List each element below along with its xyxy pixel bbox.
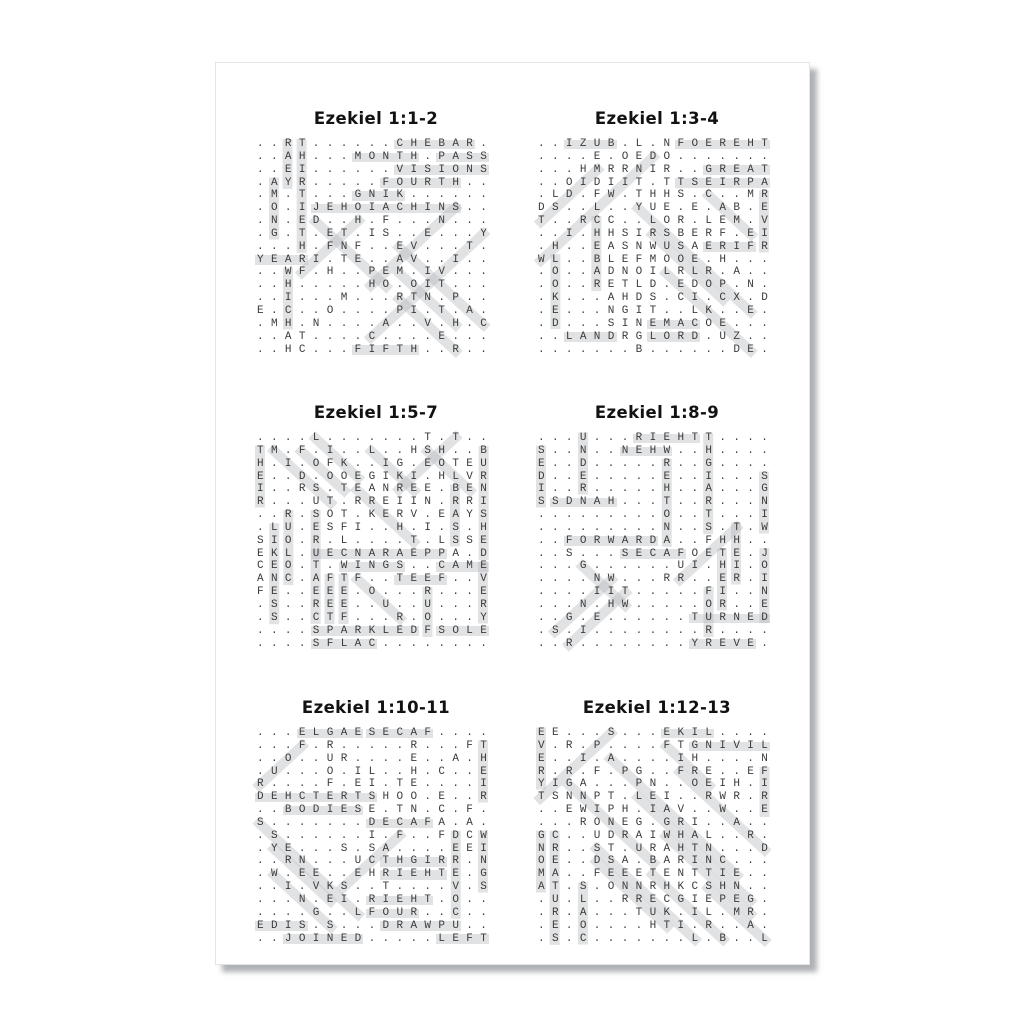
grid-row: .AYR.....FOURTH.. <box>257 176 495 189</box>
document-page <box>215 62 810 965</box>
grid-row: OE..DSA.BARINC... <box>538 855 776 868</box>
grid-row: ....SFLAC........ <box>257 637 495 650</box>
grid-row: MA..FEEETENTTIE.. <box>538 868 776 881</box>
grid-row: .E.O....HTI.R..A. <box>538 919 776 932</box>
grid-row: YIGA...PN..OEIH.I <box>538 778 776 791</box>
grid-row: SSDNAH...T..R...N <box>538 496 776 509</box>
grid-row: EDIS.S...DRAWPU.. <box>257 919 495 932</box>
word-search-grid <box>538 432 776 650</box>
grid-row: ..R.SOT.KERV.EAYS <box>257 509 495 522</box>
grid-row: .......B......DE. <box>538 343 776 356</box>
grid-row: V.R.P....FTGNIVIL <box>538 739 776 752</box>
puzzle-title: Ezekiel 1:1-2 <box>313 109 439 128</box>
grid-row: ..EI......VISIONS <box>257 163 495 176</box>
grid-row: ..G.E......TURNED <box>538 611 776 624</box>
grid-row: .O..ADNOILRLR.A.. <box>538 266 776 279</box>
grid-row: ..HC...FIFTH..R.. <box>257 343 495 356</box>
grid-row: ..R........YREVE. <box>538 637 776 650</box>
grid-row: ..JOINED.....LEFT <box>257 932 495 945</box>
grid-row: .O..RETLD.EDOP.N. <box>538 279 776 292</box>
grid-row: R.R.F.PG..FRE..EF <box>538 765 776 778</box>
puzzle-ezekiel-1-8-9 <box>538 403 776 650</box>
grid-row: ..FORWARDA..FHH.. <box>538 534 776 547</box>
grid-row: .M.T...GNIK...... <box>257 189 495 202</box>
grid-row: ...U...RIEHTT.... <box>538 432 776 444</box>
grid-row: .E...NGIT..LK..E. <box>538 304 776 317</box>
grid-row: EKL.UECNARAEPPA.D <box>257 547 495 560</box>
grid-row: GC..UDRAIWHAL..R. <box>538 829 776 842</box>
grid-row: ..OIDIIT.TTSEIRPA <box>538 176 776 189</box>
grid-row: ..AT....C....E... <box>257 330 495 343</box>
word-search-grid <box>257 138 495 356</box>
puzzle-ezekiel-1-3-4 <box>538 109 776 356</box>
word-search-grid <box>257 727 495 945</box>
grid-row: .U...O.IL..H.C..E <box>257 765 495 778</box>
grid-row: CEO.T.WINGS..CAME <box>257 560 495 573</box>
grid-row: WL..BLEFMOOE.H... <box>538 253 776 266</box>
grid-row: .W.EE..EHRIEHTE.G <box>257 868 495 881</box>
puzzle-ezekiel-1-5-7 <box>257 403 495 650</box>
grid-row: ...HMRRNIR..GREAT <box>538 163 776 176</box>
word-search-grid <box>538 138 776 356</box>
grid-row: AT.S.ONNRHKCSHN.. <box>538 881 776 894</box>
grid-row: ...F.R.....R...FT <box>257 739 495 752</box>
grid-row: ....NW...RR..ER.I <box>538 573 776 586</box>
grid-row: ...H.FNF..EV...T. <box>257 240 495 253</box>
puzzle-title: Ezekiel 1:3-4 <box>594 109 720 128</box>
grid-row: .S......I.F..FDCW <box>257 829 495 842</box>
grid-row: ..EWIPH.IAV..W..E <box>538 804 776 817</box>
grid-row: SIO.R.L....T.LSSE <box>257 534 495 547</box>
grid-row: E..I.A....IH....N <box>538 752 776 765</box>
grid-row: NR..ST.URAHTN...D <box>538 842 776 855</box>
grid-row: I..R.....H..A...G <box>538 483 776 496</box>
grid-row: FE..EEE.O...R...E <box>257 586 495 599</box>
word-search-grid <box>257 432 495 650</box>
grid-row: ..LANDRGLORD.UZ.. <box>538 330 776 343</box>
grid-row: ....SPARKLEDFSOLE <box>257 624 495 637</box>
grid-row: R...UT.RREIIN.RRI <box>257 496 495 509</box>
grid-row: .O.IJEHOIACHINS.. <box>257 202 495 215</box>
grid-row: ...N.EI.RIEHT.O.. <box>257 893 495 906</box>
grid-row: .LU.ESFI..H.I.S.H <box>257 521 495 534</box>
grid-row: .YE...S.SA....EEI <box>257 842 495 855</box>
grid-row: S..N..NEHW..H.... <box>538 444 776 457</box>
grid-row: ANC.AFTF..TEEF..V <box>257 573 495 586</box>
grid-row: I..RS.TEANREE.BEN <box>257 483 495 496</box>
grid-row: ..S...SECAFOETE.J <box>538 547 776 560</box>
grid-row: TSNNPT.LEI..RWR.R <box>538 791 776 804</box>
grid-row: ...N.HW.....OR..E <box>538 598 776 611</box>
grid-row: E..D.....R..G.... <box>538 457 776 470</box>
grid-row: YEARI.TE..AV..I.. <box>257 253 495 266</box>
grid-row: .R.A...TUK.IL.MR. <box>538 906 776 919</box>
grid-row: ...ELGAESECAF.... <box>257 727 495 739</box>
puzzle-ezekiel-1-1-2 <box>257 109 495 356</box>
grid-row: ....L.......T.T.. <box>257 432 495 444</box>
grid-row: ..WF.H..PEM.IV... <box>257 266 495 279</box>
puzzle-ezekiel-1-10-11 <box>257 698 495 945</box>
word-search-grid <box>538 727 776 945</box>
grid-row: .S..REE..U..U...R <box>257 598 495 611</box>
puzzle-title: Ezekiel 1:8-9 <box>594 403 720 422</box>
grid-row: ..H.....HO.OIT... <box>257 279 495 292</box>
grid-row: ..O..UR....E..A.H <box>257 752 495 765</box>
grid-row: ..AH...MONTH.PASS <box>257 150 495 163</box>
puzzle-ezekiel-1-12-13 <box>538 698 776 945</box>
grid-row: EE...S...EKIL.... <box>538 727 776 739</box>
grid-row: .S.I........R.... <box>538 624 776 637</box>
grid-row: .H..EASNWUSAERIFR <box>538 240 776 253</box>
grid-row: E..D.OOEGIKI.HLVR <box>257 470 495 483</box>
grid-row: TM.F.I..L..HSH..B <box>257 444 495 457</box>
grid-row: .........N..S.T.W <box>538 521 776 534</box>
grid-row: .MH.N....A..V.H.C <box>257 317 495 330</box>
grid-row: ...RONEG.GRI..A.. <box>538 816 776 829</box>
grid-row: .S.C.......L.B..L <box>538 932 776 945</box>
grid-row: D..E.....E..I...S <box>538 470 776 483</box>
grid-row: H.I.OFK..IG.EOTEU <box>257 457 495 470</box>
grid-row: T..RCC..LOR.LEM.V <box>538 215 776 228</box>
grid-row: ..I.VKS..T....V.S <box>257 881 495 894</box>
grid-row: ..RT......CHEBAR. <box>257 138 495 150</box>
grid-row: .N.ED..H.F...N... <box>257 215 495 228</box>
grid-row: ..IZUB.L.NFOEREHT <box>538 138 776 150</box>
grid-row: .K...AHDS.CI.CX.D <box>538 292 776 305</box>
grid-row: DEHCTERTSHOO.E..R <box>257 791 495 804</box>
grid-row: S.......DECAFA.A. <box>257 816 495 829</box>
grid-row: DS..L..YUE.E.AB.E <box>538 202 776 215</box>
puzzle-title: Ezekiel 1:12-13 <box>582 698 732 717</box>
grid-row: .D...SINEMACOE... <box>538 317 776 330</box>
grid-row: R....F.EI.TE....I <box>257 778 495 791</box>
grid-row: ...G......UI.HI.O <box>538 560 776 573</box>
grid-row: ..I...M...RTN.P.. <box>257 292 495 305</box>
grid-row: .U.L..RRECGIEPEG. <box>538 893 776 906</box>
puzzle-title: Ezekiel 1:5-7 <box>313 403 439 422</box>
grid-row: .LD.FW.THHS.C..MR <box>538 189 776 202</box>
grid-row: .S..CTF...R.O...Y <box>257 611 495 624</box>
grid-row: ....IIT.....FI..N <box>538 586 776 599</box>
puzzle-title: Ezekiel 1:10-11 <box>301 698 451 717</box>
grid-row: ..RN...UCTHGIRR.N <box>257 855 495 868</box>
grid-row: ....G..LFOUR..C.. <box>257 906 495 919</box>
grid-row: ....E.OEDO....... <box>538 150 776 163</box>
grid-row: .........O..T...I <box>538 509 776 522</box>
grid-row: E.C..O....PI.T.A. <box>257 304 495 317</box>
grid-row: .G.T.ET.IS..E...Y <box>257 227 495 240</box>
grid-row: ..I.HHSIRSBERF.EI <box>538 227 776 240</box>
grid-row: ..BODIESE.TN.C.F. <box>257 804 495 817</box>
